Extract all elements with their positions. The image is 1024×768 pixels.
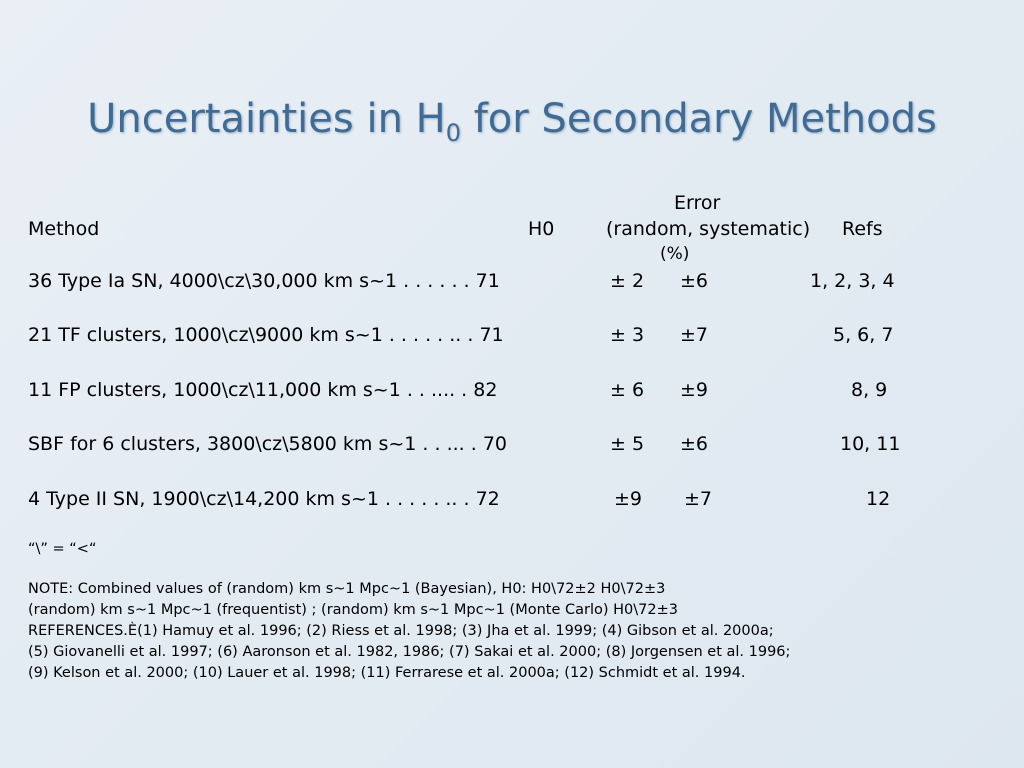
header-method: Method — [28, 218, 100, 240]
title-rest: for Secondary Methods — [461, 96, 937, 142]
title-subscript: 0 — [445, 119, 461, 147]
notes-line-4: (5) Giovanelli et al. 1997; (6) Aaronson et al. 1982, 1986; (7) Sakai et al. 2000; (8) Jorgensen et al. 1996; — [28, 644, 791, 660]
row-1-random: ± 2 — [610, 270, 645, 292]
row-4-random: ± 5 — [610, 433, 645, 455]
header-error-subtitle: (random, systematic) — [606, 218, 811, 240]
row-3-refs: 8, 9 — [851, 379, 888, 401]
slide-title — [0, 96, 1024, 147]
row-1-systematic: ±6 — [680, 270, 709, 292]
row-2-random: ± 3 — [610, 324, 645, 346]
row-4-systematic: ±6 — [680, 433, 709, 455]
header-h0: H0 — [528, 218, 555, 240]
row-5-random: ±9 — [614, 488, 643, 510]
notes-line-1: NOTE: Combined values of (random) km s~1 Mpc~1 (Bayesian), H0: H0\72±2 H0\72±3 — [28, 581, 666, 597]
row-4-refs: 10, 11 — [840, 433, 901, 455]
notes-line-5: (9) Kelson et al. 2000; (10) Lauer et al. 1998; (11) Ferrarese et al. 2000a; (12) Schmidt et al. 1994. — [28, 665, 746, 681]
row-3-systematic: ±9 — [680, 379, 709, 401]
row-2-refs: 5, 6, 7 — [833, 324, 894, 346]
row-1-refs: 1, 2, 3, 4 — [810, 270, 895, 292]
row-3-method: 11 FP clusters, 1000\cz\11,000 km s~1 . . .... . 82 — [28, 379, 498, 401]
row-2-systematic: ±7 — [680, 324, 709, 346]
row-5-systematic: ±7 — [684, 488, 713, 510]
row-2-method: 21 TF clusters, 1000\cz\9000 km s~1 . . . . . .. . 71 — [28, 324, 504, 346]
row-3-random: ± 6 — [610, 379, 645, 401]
title-main: Uncertainties in H — [87, 96, 446, 142]
row-1-method: 36 Type Ia SN, 4000\cz\30,000 km s~1 . . . . . . 71 — [28, 270, 500, 292]
header-error-unit: (%) — [660, 244, 690, 264]
row-4-method: SBF for 6 clusters, 3800\cz\5800 km s~1 . . ... . 70 — [28, 433, 507, 455]
notes-line-3: REFERENCES.È(1) Hamuy et al. 1996; (2) Riess et al. 1998; (3) Jha et al. 1999; (4) Gibson et al. 2000a; — [28, 623, 774, 639]
row-5-refs: 12 — [866, 488, 891, 510]
header-refs: Refs — [842, 218, 883, 240]
notes-line-2: (random) km s~1 Mpc~1 (frequentist) ; (random) km s~1 Mpc~1 (Monte Carlo) H0\72±3 — [28, 602, 678, 618]
notes-legend: “\” = “<“ — [28, 541, 97, 557]
row-5-method: 4 Type II SN, 1900\cz\14,200 km s~1 . . . . . .. . 72 — [28, 488, 500, 510]
header-error: Error — [674, 192, 721, 214]
